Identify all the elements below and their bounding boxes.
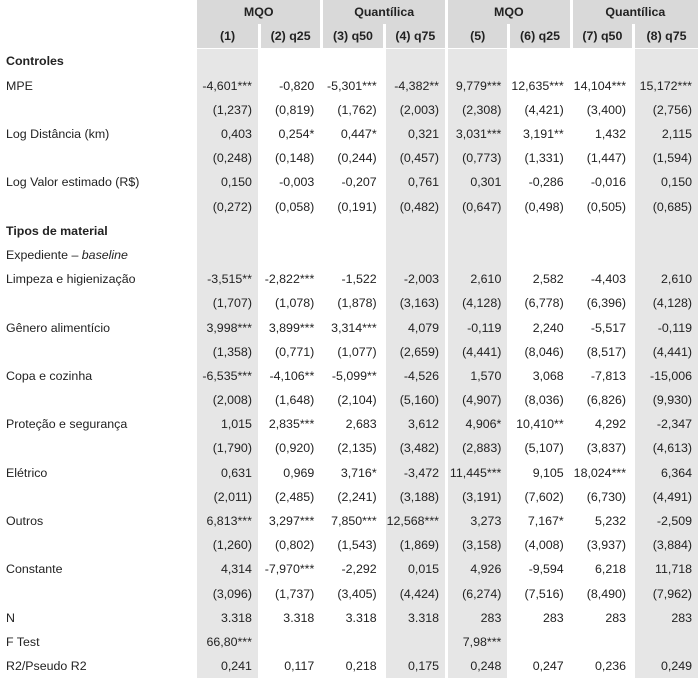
table-cell: (1,878) bbox=[322, 291, 384, 315]
table-cell: 0,631 bbox=[197, 461, 259, 485]
table-cell bbox=[509, 243, 571, 267]
table-cell: (1,078) bbox=[259, 291, 321, 315]
table-cell: -0,003 bbox=[259, 170, 321, 194]
table-cell: 18,024*** bbox=[571, 461, 633, 485]
std-error-row bbox=[0, 485, 698, 509]
table-cell: 0,015 bbox=[384, 557, 446, 581]
row-label bbox=[0, 533, 197, 557]
table-cell: 7,167* bbox=[509, 509, 571, 533]
table-cell bbox=[197, 219, 259, 243]
std-error-row bbox=[0, 388, 698, 412]
std-error-row bbox=[0, 146, 698, 170]
table-cell: 0,247 bbox=[509, 654, 571, 678]
row-label: F Test bbox=[6, 634, 40, 649]
table-cell: -9,594 bbox=[509, 557, 571, 581]
coefficient-row bbox=[0, 461, 698, 485]
table-cell: (0,191) bbox=[322, 195, 384, 219]
table-cell: 3,612 bbox=[384, 412, 446, 436]
column-header: (6) q25 bbox=[509, 24, 571, 49]
table-cell: (3,937) bbox=[571, 533, 633, 557]
table-cell: -2,509 bbox=[634, 509, 698, 533]
table-cell: (0,482) bbox=[384, 195, 446, 219]
table-cell bbox=[259, 49, 321, 74]
coefficient-row bbox=[0, 122, 698, 146]
table-cell: (3,188) bbox=[384, 485, 446, 509]
row-label: Copa e cozinha bbox=[6, 368, 93, 383]
column-group-header: Quantílica bbox=[322, 0, 447, 24]
table-cell bbox=[509, 219, 571, 243]
table-cell: 12,568*** bbox=[384, 509, 446, 533]
table-cell: (6,826) bbox=[571, 388, 633, 412]
table-cell: 4,906* bbox=[447, 412, 509, 436]
column-header: (2) q25 bbox=[259, 24, 321, 49]
table-cell: (1,648) bbox=[259, 388, 321, 412]
row-label bbox=[0, 388, 197, 412]
table-cell: (7,962) bbox=[634, 582, 698, 606]
column-header: (1) bbox=[197, 24, 259, 49]
table-cell: (4,008) bbox=[509, 533, 571, 557]
row-label bbox=[0, 98, 197, 122]
table-cell: (3,158) bbox=[447, 533, 509, 557]
table-cell bbox=[634, 243, 698, 267]
table-cell bbox=[571, 243, 633, 267]
table-cell bbox=[322, 630, 384, 654]
table-cell: (4,613) bbox=[634, 436, 698, 460]
table-cell bbox=[259, 219, 321, 243]
table-cell: 3,716* bbox=[322, 461, 384, 485]
table-cell: (9,930) bbox=[634, 388, 698, 412]
table-cell: 11,718 bbox=[634, 557, 698, 581]
table-cell: 3,068 bbox=[509, 364, 571, 388]
table-cell bbox=[634, 49, 698, 74]
table-cell: 1,570 bbox=[447, 364, 509, 388]
table-cell: (8,036) bbox=[509, 388, 571, 412]
table-cell bbox=[197, 243, 259, 267]
table-cell: (0,771) bbox=[259, 340, 321, 364]
table-cell: 0,218 bbox=[322, 654, 384, 678]
table-cell: 3,273 bbox=[447, 509, 509, 533]
table-cell: 0,969 bbox=[259, 461, 321, 485]
table-cell: 1,432 bbox=[571, 122, 633, 146]
table-cell: (3,191) bbox=[447, 485, 509, 509]
table-cell: 6,813*** bbox=[197, 509, 259, 533]
header-column-row bbox=[0, 24, 698, 49]
table-cell: (3,405) bbox=[322, 582, 384, 606]
table-cell: (1,543) bbox=[322, 533, 384, 557]
table-cell: (8,490) bbox=[571, 582, 633, 606]
table-cell: 283 bbox=[509, 606, 571, 630]
table-cell: (0,272) bbox=[197, 195, 259, 219]
column-group-header: MQO bbox=[447, 0, 572, 24]
std-error-row bbox=[0, 436, 698, 460]
table-cell: (2,241) bbox=[322, 485, 384, 509]
table-cell: 3.318 bbox=[322, 606, 384, 630]
row-label: Elétrico bbox=[6, 465, 48, 480]
table-cell: -2,003 bbox=[384, 267, 446, 291]
table-cell: (0,148) bbox=[259, 146, 321, 170]
std-error-row bbox=[0, 195, 698, 219]
table-cell: (2,003) bbox=[384, 98, 446, 122]
row-label: Outros bbox=[6, 514, 44, 529]
table-cell: 2,240 bbox=[509, 315, 571, 339]
table-cell: (1,077) bbox=[322, 340, 384, 364]
table-cell bbox=[259, 630, 321, 654]
table-cell: 283 bbox=[447, 606, 509, 630]
table-cell: -3,515** bbox=[197, 267, 259, 291]
baseline-prefix: Expediente – bbox=[6, 247, 82, 262]
coefficient-row bbox=[0, 267, 698, 291]
table-cell: (1,869) bbox=[384, 533, 446, 557]
table-cell: (0,802) bbox=[259, 533, 321, 557]
row-label: Log Distância (km) bbox=[6, 127, 110, 142]
table-cell: 3,314*** bbox=[322, 315, 384, 339]
table-cell: 0,403 bbox=[197, 122, 259, 146]
table-cell: 0,447* bbox=[322, 122, 384, 146]
table-cell: 4,314 bbox=[197, 557, 259, 581]
table-cell: (3,482) bbox=[384, 436, 446, 460]
table-cell: -3,472 bbox=[384, 461, 446, 485]
row-label bbox=[0, 146, 197, 170]
std-error-row bbox=[0, 582, 698, 606]
table-cell: 1,015 bbox=[197, 412, 259, 436]
table-cell: (0,685) bbox=[634, 195, 698, 219]
stat-row bbox=[0, 654, 698, 678]
table-cell: (2,659) bbox=[384, 340, 446, 364]
coefficient-row bbox=[0, 170, 698, 194]
table-cell bbox=[322, 243, 384, 267]
table-cell: 3,297*** bbox=[259, 509, 321, 533]
table-cell: 9,779*** bbox=[447, 74, 509, 98]
table-cell: 0,117 bbox=[259, 654, 321, 678]
column-header: (5) bbox=[447, 24, 509, 49]
table-cell: 15,172*** bbox=[634, 74, 698, 98]
row-label: Tipos de material bbox=[6, 223, 108, 238]
table-cell: (7,602) bbox=[509, 485, 571, 509]
table-cell: (0,498) bbox=[509, 195, 571, 219]
table-cell bbox=[447, 49, 509, 74]
table-cell: 3.318 bbox=[384, 606, 446, 630]
row-label bbox=[0, 582, 197, 606]
table-cell: 0,236 bbox=[571, 654, 633, 678]
table-cell: 3,031*** bbox=[447, 122, 509, 146]
row-label: Limpeza e higienização bbox=[6, 272, 136, 287]
table-cell: -15,006 bbox=[634, 364, 698, 388]
table-cell: -0,119 bbox=[634, 315, 698, 339]
table-cell: (3,096) bbox=[197, 582, 259, 606]
table-cell bbox=[322, 49, 384, 74]
table-cell: 66,80*** bbox=[197, 630, 259, 654]
table-cell: -4,382** bbox=[384, 74, 446, 98]
table-cell: (4,441) bbox=[634, 340, 698, 364]
coefficient-row bbox=[0, 557, 698, 581]
table-cell: -4,403 bbox=[571, 267, 633, 291]
table-cell: 11,445*** bbox=[447, 461, 509, 485]
table-cell: 0,254* bbox=[259, 122, 321, 146]
row-label bbox=[0, 485, 197, 509]
std-error-row bbox=[0, 340, 698, 364]
table-cell: (5,160) bbox=[384, 388, 446, 412]
table-cell: (0,819) bbox=[259, 98, 321, 122]
table-cell bbox=[571, 630, 633, 654]
table-cell: -5,099** bbox=[322, 364, 384, 388]
row-label bbox=[0, 436, 197, 460]
table-cell: -0,119 bbox=[447, 315, 509, 339]
row-label: R2/Pseudo R2 bbox=[6, 659, 87, 674]
table-cell: (3,400) bbox=[571, 98, 633, 122]
coefficient-row bbox=[0, 74, 698, 98]
table-cell: (0,058) bbox=[259, 195, 321, 219]
column-header: (7) q50 bbox=[571, 24, 633, 49]
table-cell: -7,970*** bbox=[259, 557, 321, 581]
table-cell: 3.318 bbox=[197, 606, 259, 630]
table-cell: (2,485) bbox=[259, 485, 321, 509]
table-cell: 2,683 bbox=[322, 412, 384, 436]
table-cell: (1,762) bbox=[322, 98, 384, 122]
std-error-row bbox=[0, 98, 698, 122]
table-cell: 6,364 bbox=[634, 461, 698, 485]
header-corner bbox=[0, 24, 197, 49]
coefficient-row bbox=[0, 412, 698, 436]
table-cell: (6,778) bbox=[509, 291, 571, 315]
section-material-types bbox=[0, 219, 698, 243]
table-cell: 2,610 bbox=[634, 267, 698, 291]
table-cell: -0,016 bbox=[571, 170, 633, 194]
row-label: Controles bbox=[6, 54, 64, 69]
stat-row bbox=[0, 606, 698, 630]
table-cell: 2,582 bbox=[509, 267, 571, 291]
table-cell: 4,926 bbox=[447, 557, 509, 581]
table-cell bbox=[509, 630, 571, 654]
row-label: Constante bbox=[6, 562, 63, 577]
coefficient-row bbox=[0, 364, 698, 388]
row-label bbox=[0, 340, 197, 364]
table-cell: -5,301*** bbox=[322, 74, 384, 98]
table-cell: 2,115 bbox=[634, 122, 698, 146]
table-cell: 3,899*** bbox=[259, 315, 321, 339]
row-label: Proteção e segurança bbox=[6, 417, 128, 432]
table-cell: (4,128) bbox=[447, 291, 509, 315]
coefficient-row bbox=[0, 315, 698, 339]
table-cell: (4,128) bbox=[634, 291, 698, 315]
table-cell: 7,850*** bbox=[322, 509, 384, 533]
table-cell bbox=[259, 243, 321, 267]
table-cell: -4,526 bbox=[384, 364, 446, 388]
row-label bbox=[0, 291, 197, 315]
table-cell: 3.318 bbox=[259, 606, 321, 630]
table-cell: (1,707) bbox=[197, 291, 259, 315]
table-cell: (4,424) bbox=[384, 582, 446, 606]
table-cell bbox=[509, 49, 571, 74]
table-cell: 0,761 bbox=[384, 170, 446, 194]
table-cell: -1,522 bbox=[322, 267, 384, 291]
header-group-row bbox=[0, 0, 698, 24]
table-cell bbox=[197, 49, 259, 74]
column-group-header: MQO bbox=[197, 0, 322, 24]
table-cell: (1,331) bbox=[509, 146, 571, 170]
table-cell: 0,175 bbox=[384, 654, 446, 678]
std-error-row bbox=[0, 533, 698, 557]
table-cell: 2,835*** bbox=[259, 412, 321, 436]
table-cell bbox=[447, 219, 509, 243]
table-cell bbox=[571, 49, 633, 74]
table-cell: -2,822*** bbox=[259, 267, 321, 291]
table-cell bbox=[634, 630, 698, 654]
header-corner bbox=[0, 0, 197, 24]
table-cell: -5,517 bbox=[571, 315, 633, 339]
coefficient-row bbox=[0, 509, 698, 533]
table-cell: 3,191** bbox=[509, 122, 571, 146]
table-cell: -4,601*** bbox=[197, 74, 259, 98]
table-cell: 0,301 bbox=[447, 170, 509, 194]
column-header: (8) q75 bbox=[634, 24, 698, 49]
column-header: (4) q75 bbox=[384, 24, 446, 49]
table-cell: (7,516) bbox=[509, 582, 571, 606]
table-cell: -0,820 bbox=[259, 74, 321, 98]
column-group-header: Quantílica bbox=[571, 0, 698, 24]
table-cell: 0,248 bbox=[447, 654, 509, 678]
table-cell: (0,457) bbox=[384, 146, 446, 170]
table-cell: (1,237) bbox=[197, 98, 259, 122]
table-cell: 0,150 bbox=[634, 170, 698, 194]
std-error-row bbox=[0, 291, 698, 315]
table-cell: (0,773) bbox=[447, 146, 509, 170]
row-label: MPE bbox=[6, 78, 33, 93]
table-cell: (2,308) bbox=[447, 98, 509, 122]
table-cell: (3,884) bbox=[634, 533, 698, 557]
table-cell: (6,396) bbox=[571, 291, 633, 315]
table-cell: (3,163) bbox=[384, 291, 446, 315]
table-cell: -0,286 bbox=[509, 170, 571, 194]
table-cell: (2,135) bbox=[322, 436, 384, 460]
row-label bbox=[0, 243, 197, 267]
table-cell: 4,292 bbox=[571, 412, 633, 436]
table-cell: 2,610 bbox=[447, 267, 509, 291]
table-cell: 0,150 bbox=[197, 170, 259, 194]
table-cell: 0,241 bbox=[197, 654, 259, 678]
row-label: Gênero alimentício bbox=[6, 320, 110, 335]
table-cell: 0,321 bbox=[384, 122, 446, 146]
table-cell: (0,248) bbox=[197, 146, 259, 170]
table-cell: -0,207 bbox=[322, 170, 384, 194]
table-cell: (1,594) bbox=[634, 146, 698, 170]
table-cell: 9,105 bbox=[509, 461, 571, 485]
table-cell: -2,292 bbox=[322, 557, 384, 581]
row-label: N bbox=[6, 610, 15, 625]
table-cell: -6,535*** bbox=[197, 364, 259, 388]
table-cell: -2,347 bbox=[634, 412, 698, 436]
row-label bbox=[0, 195, 197, 219]
table-cell: (6,730) bbox=[571, 485, 633, 509]
table-cell: (2,104) bbox=[322, 388, 384, 412]
table-cell: 12,635*** bbox=[509, 74, 571, 98]
table-cell bbox=[384, 219, 446, 243]
table-cell: (1,737) bbox=[259, 582, 321, 606]
table-cell: 283 bbox=[634, 606, 698, 630]
table-cell: 3,998*** bbox=[197, 315, 259, 339]
table-cell: 283 bbox=[571, 606, 633, 630]
table-cell: (8,517) bbox=[571, 340, 633, 364]
table-cell: (5,107) bbox=[509, 436, 571, 460]
table-cell bbox=[384, 49, 446, 74]
table-cell: 10,410** bbox=[509, 412, 571, 436]
table-cell: 14,104*** bbox=[571, 74, 633, 98]
baseline-row bbox=[0, 243, 698, 267]
table-cell: 0,249 bbox=[634, 654, 698, 678]
table-cell: (1,790) bbox=[197, 436, 259, 460]
table-cell: (1,358) bbox=[197, 340, 259, 364]
table-cell bbox=[571, 219, 633, 243]
table-cell: (4,421) bbox=[509, 98, 571, 122]
table-cell: -7,813 bbox=[571, 364, 633, 388]
table-cell: (2,756) bbox=[634, 98, 698, 122]
table-cell: 5,232 bbox=[571, 509, 633, 533]
table-cell: (4,907) bbox=[447, 388, 509, 412]
table-cell bbox=[447, 243, 509, 267]
table-cell: (1,260) bbox=[197, 533, 259, 557]
table-cell bbox=[634, 219, 698, 243]
table-cell: (8,046) bbox=[509, 340, 571, 364]
table-cell bbox=[384, 243, 446, 267]
column-header: (3) q50 bbox=[322, 24, 384, 49]
table-cell: (2,883) bbox=[447, 436, 509, 460]
table-cell: (0,647) bbox=[447, 195, 509, 219]
table-cell: -4,106** bbox=[259, 364, 321, 388]
section-controls bbox=[0, 49, 698, 74]
table-cell: (3,837) bbox=[571, 436, 633, 460]
table-cell: 7,98*** bbox=[447, 630, 509, 654]
stat-row bbox=[0, 630, 698, 654]
table-cell: (0,505) bbox=[571, 195, 633, 219]
table-cell bbox=[322, 219, 384, 243]
table-cell: (4,491) bbox=[634, 485, 698, 509]
table-cell: (1,447) bbox=[571, 146, 633, 170]
baseline-word: baseline bbox=[81, 247, 128, 262]
table-cell: (4,441) bbox=[447, 340, 509, 364]
table-cell: (2,011) bbox=[197, 485, 259, 509]
row-label: Log Valor estimado (R$) bbox=[6, 175, 140, 190]
table-cell: (6,274) bbox=[447, 582, 509, 606]
table-cell: (0,244) bbox=[322, 146, 384, 170]
table-cell bbox=[384, 630, 446, 654]
table-cell: (0,920) bbox=[259, 436, 321, 460]
table-cell: 4,079 bbox=[384, 315, 446, 339]
table-cell: (2,008) bbox=[197, 388, 259, 412]
table-cell: 6,218 bbox=[571, 557, 633, 581]
